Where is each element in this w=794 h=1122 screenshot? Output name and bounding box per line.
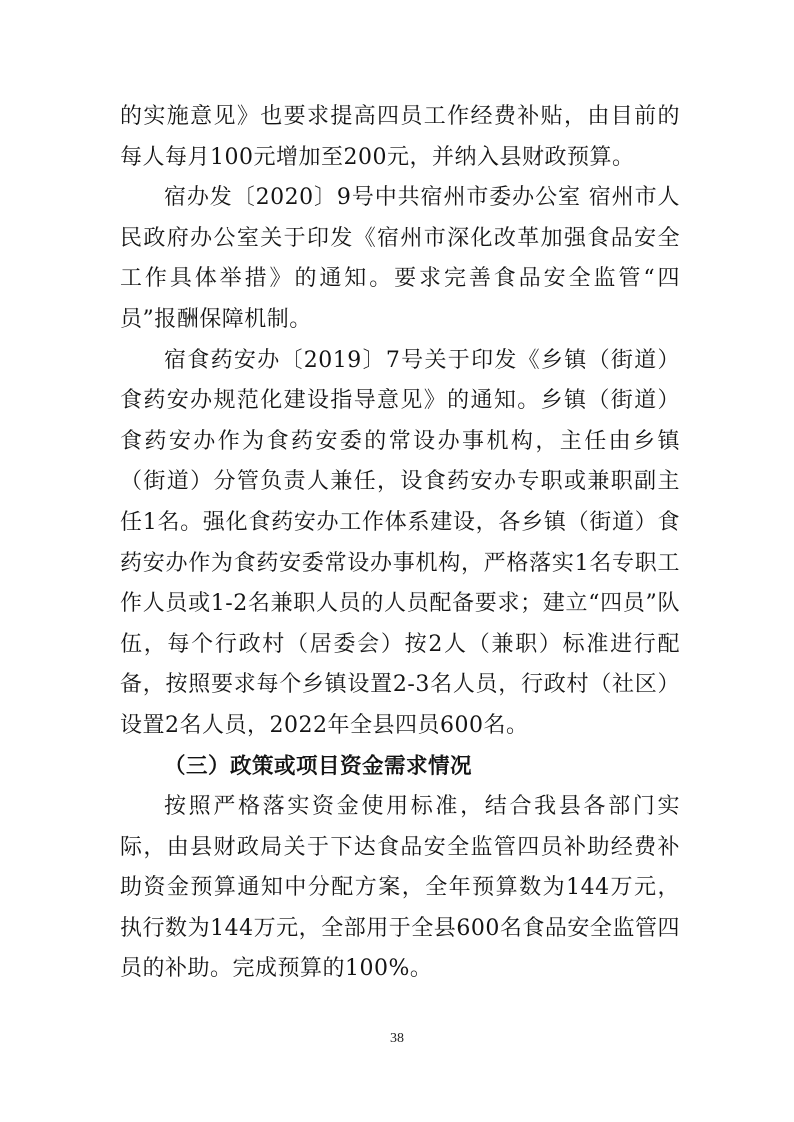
paragraph-funding: 按照严格落实资金使用标准，结合我县各部门实际，由县财政局关于下达食品安全监管四员补助经费补助资金预算通知中分配方案，全年预算数为144万元，执行数为144万元，全部用于全县600名食品安全监管四员的补助。完成预算的100%。 [120,794,680,982]
body-text [120,97,680,990]
page-number: 38 [390,1031,404,1046]
section-heading: （三）政策或项目资金需求情况 [164,753,473,779]
paragraph-food-safety-office: 宿食药安办〔2019〕7号关于印发《乡镇（街道）食药安办规范化建设指导意见》的通知。乡镇（街道）食药安办作为食药安委的常设办事机构，主任由乡镇（街道）分管负责人兼任，设食药安办专职或兼职副主任1名。强化食药安办工作体系建设，各乡镇（街道）食药安办作为食药安委常设办事机构，严格落实1名专职工作人员或1-2名兼职人员的人员配备要求；建立“四员”队伍，每个行政村（居委会）按2人（兼职）标准进行配备，按照要求每个乡镇设置2-3名人员，行政村（社区）设置2名人员，2022年全县四员600名。 [120,347,680,738]
paragraph-continued: 的实施意见》也要求提高四员工作经费补贴，由目前的每人每月100元增加至200元，并纳入县财政预算。 [120,104,680,170]
paragraph-suban-notice: 宿办发〔2020〕9号中共宿州市委办公室 宿州市人民政府办公室关于印发《宿州市深化改革加强食品安全工作具体举措》的通知。要求完善食品安全监管“四员”报酬保障机制。 [120,185,680,332]
